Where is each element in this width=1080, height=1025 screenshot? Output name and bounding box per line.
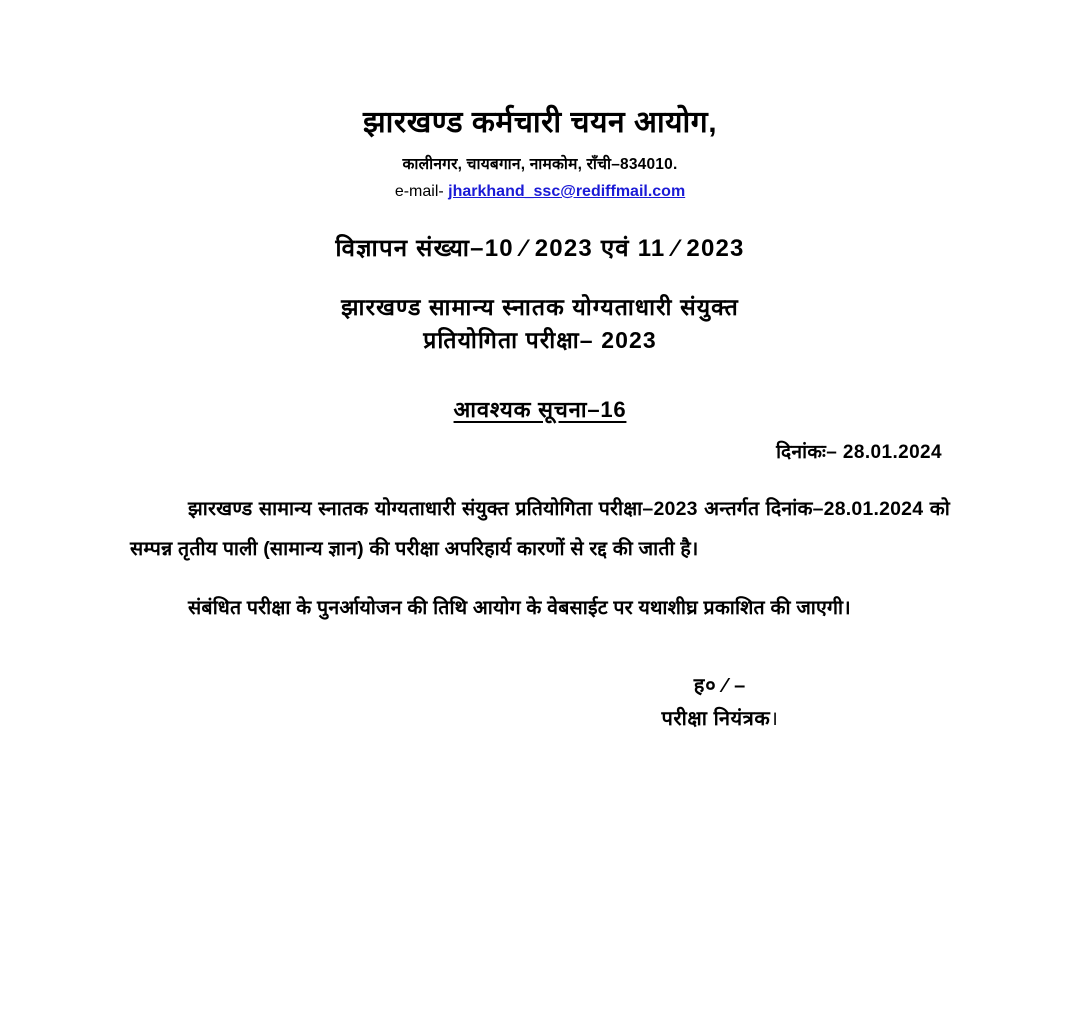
paragraph-1: झारखण्ड सामान्य स्नातक योग्यताधारी संयुक्त प्रतियोगिता परीक्षा–2023 अन्तर्गत दिनांक–28.01.2024 को सम्पन्न तृतीय पाली (सामान्य ज्ञान) की परीक्षा अपरिहार्य कारणों से रद्द की जाती है।: [130, 497, 950, 560]
signature-designation-text: परीक्षा नियंत्रक: [661, 708, 771, 731]
email-link[interactable]: jharkhand_ssc@rediffmail.com: [448, 183, 686, 200]
paragraph-2: संबंधित परीक्षा के पुनर्आयोजन की तिथि आयोग के वेबसाईट पर यथाशीघ्र प्रकाशित की जाएगी।: [188, 597, 851, 620]
signature-block: [130, 671, 950, 731]
notice-date: दिनांकः– 28.01.2024: [776, 441, 942, 463]
signature-designation-tail: ।: [770, 708, 779, 731]
organization-address: कालीनगर, चायबगान, नामकोम, राँची–834010.: [402, 156, 678, 173]
document-page: [0, 105, 1080, 1025]
organization-email-line: [130, 183, 950, 201]
notice-title-text: आवश्यक सूचना–16: [453, 396, 627, 422]
notice-title: [130, 394, 950, 424]
exam-name: [130, 291, 950, 358]
notice-body: [130, 490, 950, 629]
exam-name-line2: प्रतियोगिता परीक्षा– 2023: [423, 327, 657, 354]
advertisement-number: विज्ञापन संख्या–10 ⁄ 2023 एवं 11 ⁄ 2023: [335, 235, 745, 262]
signature-designation: [490, 704, 950, 731]
organization-title: झारखण्ड कर्मचारी चयन आयोग,: [362, 106, 718, 139]
email-label: e-mail-: [394, 183, 444, 200]
exam-name-line1: झारखण्ड सामान्य स्नातक योग्यताधारी संयुक्त: [341, 294, 739, 320]
signature-mark: ह० ⁄ –: [693, 675, 747, 698]
